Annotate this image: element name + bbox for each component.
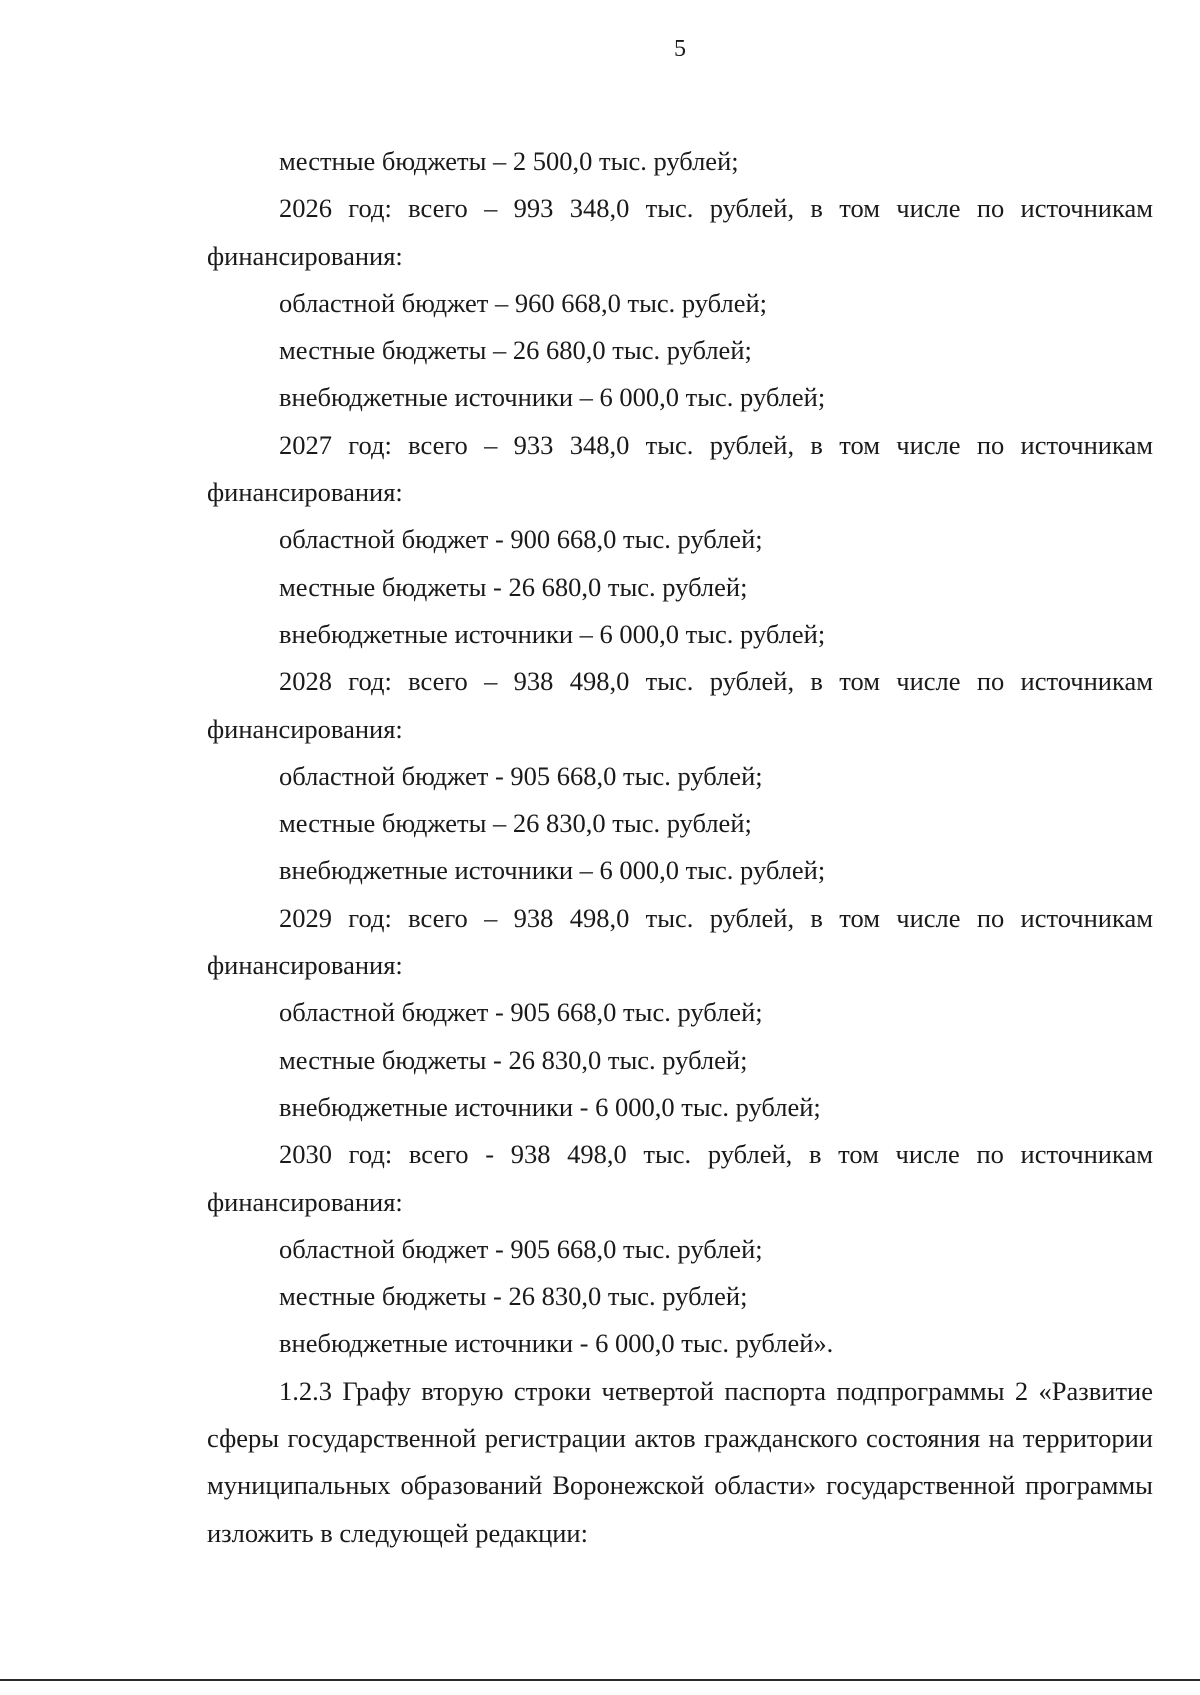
line-2030-extrabudgetary: внебюджетные источники - 6 000,0 тыс. рублей».	[279, 1328, 834, 1359]
line-2030-regional-budget: областной бюджет - 905 668,0 тыс. рублей;	[279, 1233, 763, 1264]
page-number: 5	[674, 36, 686, 62]
line-year-2028-total: 2028 год: всего – 938 498,0 тыс. рублей, в том числе по источникам финансирования:	[207, 666, 1153, 744]
line-2026-regional-budget: областной бюджет – 960 668,0 тыс. рублей;	[279, 287, 768, 318]
line-2029-regional-budget: областной бюджет - 905 668,0 тыс. рублей;	[279, 997, 763, 1028]
line-year-2027-total: 2027 год: всего – 933 348,0 тыс. рублей, в том числе по источникам финансирования:	[207, 429, 1153, 508]
line-2028-regional-budget: областной бюджет - 905 668,0 тыс. рублей;	[279, 760, 763, 791]
line-2027-extrabudgetary: внебюджетные источники – 6 000,0 тыс. рублей;	[279, 618, 826, 649]
line-2029-local-budgets: местные бюджеты - 26 830,0 тыс. рублей;	[279, 1044, 748, 1075]
line-2026-extrabudgetary: внебюджетные источники – 6 000,0 тыс. рублей;	[279, 382, 826, 413]
line-year-2026-total: 2026 год: всего – 993 348,0 тыс. рублей, в том числе по источникам финансирования:	[207, 193, 1153, 271]
line-year-2030-total: 2030 год: всего - 938 498,0 тыс. рублей, в том числе по источникам финансирования:	[207, 1139, 1153, 1217]
line-2027-local-budgets: местные бюджеты - 26 680,0 тыс. рублей;	[279, 571, 748, 602]
line-2027-regional-budget: областной бюджет - 900 668,0 тыс. рублей;	[279, 524, 763, 555]
line-local-budgets-2025: местные бюджеты – 2 500,0 тыс. рублей;	[279, 146, 739, 176]
line-2028-extrabudgetary: внебюджетные источники – 6 000,0 тыс. рублей;	[279, 855, 826, 886]
paragraph-1-2-3: 1.2.3 Графу вторую строки четвертой паспорта подпрограммы 2 «Развитие сферы государственной регистрации актов гражданского состояния на территории муниципальных образований Воронежской области» государственной программы изложить в следующей редакции:	[207, 1375, 1153, 1548]
line-2026-local-budgets: местные бюджеты – 26 680,0 тыс. рублей;	[279, 335, 752, 366]
line-2029-extrabudgetary: внебюджетные источники - 6 000,0 тыс. рублей;	[279, 1091, 821, 1122]
line-2030-local-budgets: местные бюджеты - 26 830,0 тыс. рублей;	[279, 1281, 748, 1312]
line-year-2029-total: 2029 год: всего – 938 498,0 тыс. рублей, в том числе по источникам финансирования:	[207, 902, 1153, 981]
line-2028-local-budgets: местные бюджеты – 26 830,0 тыс. рублей;	[279, 808, 752, 839]
document-body	[207, 138, 1153, 1557]
bottom-rule	[0, 1679, 1200, 1681]
